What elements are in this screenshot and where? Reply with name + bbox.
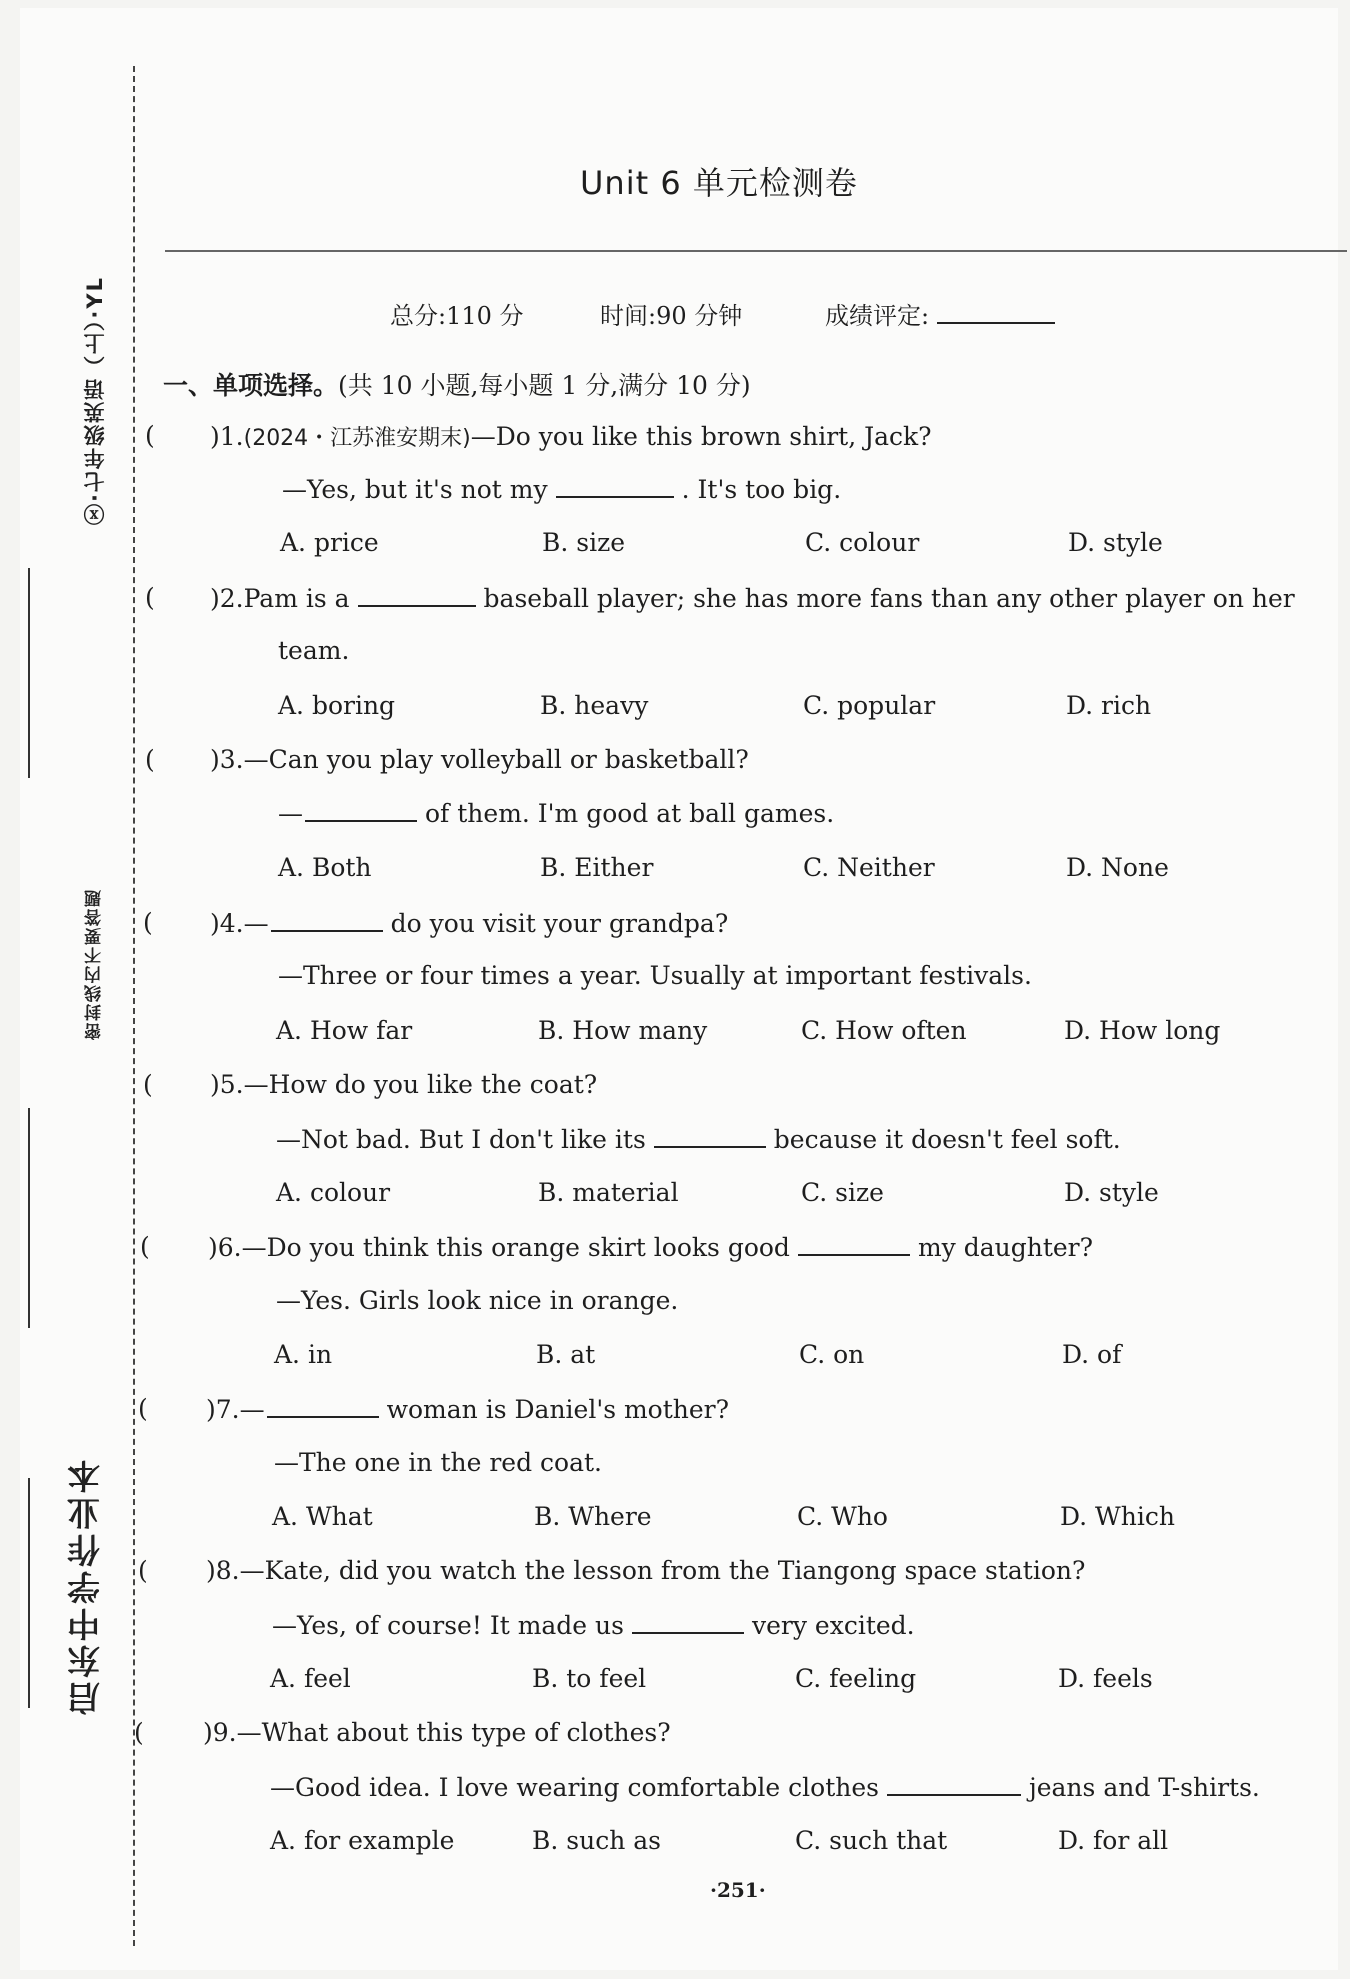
option-c[interactable]: C. such that [795, 1826, 948, 1855]
margin-rule [28, 1108, 30, 1328]
answer-line [278, 636, 349, 665]
answer-line [278, 798, 834, 828]
section-heading [163, 366, 751, 402]
question-text: —Can you play volleyball or basketball? [243, 745, 749, 774]
answer-paren[interactable]: ( [143, 1070, 153, 1099]
answer-line [276, 1124, 1121, 1154]
fill-blank [358, 583, 476, 607]
answer-text: —Three or four times a year. Usually at important festivals. [278, 961, 1032, 990]
fill-blank [305, 798, 417, 822]
question-line [210, 583, 1295, 613]
answer-paren[interactable]: ( [143, 908, 153, 937]
answer-paren[interactable]: ( [138, 1556, 148, 1585]
option-d[interactable]: D. Which [1060, 1502, 1175, 1531]
option-d[interactable]: D. feels [1058, 1664, 1153, 1693]
fill-blank [556, 474, 674, 498]
question-text: —Do you like this brown shirt, Jack? [470, 422, 932, 451]
question-text: —Do you think this orange skirt looks good [241, 1233, 790, 1262]
option-c[interactable]: C. feeling [795, 1664, 917, 1693]
question-number: )1. [210, 422, 244, 451]
option-b[interactable]: B. to feel [532, 1664, 647, 1693]
option-d[interactable]: D. style [1064, 1178, 1159, 1207]
margin-seal-notice: 密封线内不要答题 [85, 888, 105, 1040]
question-text: Pam is a [243, 584, 350, 613]
option-d[interactable]: D. for all [1058, 1826, 1169, 1855]
option-c[interactable]: C. popular [803, 691, 936, 720]
grade-field [825, 296, 1063, 331]
answer-text: of them. I'm good at ball games. [425, 799, 835, 828]
answer-text: —The one in the red coat. [274, 1448, 602, 1477]
answer-line [272, 1610, 915, 1640]
option-a[interactable]: A. feel [270, 1664, 351, 1693]
option-c[interactable]: C. colour [805, 528, 920, 557]
answer-line [278, 961, 1032, 990]
section-title: 一、单项选择。 [163, 371, 339, 400]
option-b[interactable]: B. at [536, 1340, 596, 1369]
question-line [210, 908, 728, 938]
option-d[interactable]: D. How long [1064, 1016, 1221, 1045]
fill-blank [632, 1610, 744, 1634]
answer-text: very excited. [751, 1611, 915, 1640]
question-number: )8. [206, 1556, 240, 1585]
question-source: (2024・江苏淮安期末) [243, 426, 471, 451]
question-line [208, 1232, 1093, 1262]
answer-line [282, 474, 841, 504]
answer-paren[interactable]: ( [145, 583, 155, 612]
section-note: (共 10 小题,每小题 1 分,满分 10 分) [338, 371, 751, 400]
answer-text: . It's too big. [681, 475, 842, 504]
option-d[interactable]: D. of [1062, 1340, 1122, 1369]
question-number: )9. [203, 1718, 237, 1747]
option-c[interactable]: C. size [801, 1178, 884, 1207]
margin-publisher: 启东中学作业本 [66, 1456, 105, 1715]
question-number: )2. [210, 584, 244, 613]
grade-label: 成绩评定: [825, 302, 930, 330]
option-a[interactable]: A. boring [278, 691, 396, 720]
question-text: —What about this type of clothes? [236, 1718, 671, 1747]
page-number: ·251· [710, 1878, 766, 1902]
total-score: 总分:110 分 [390, 302, 524, 330]
question-number: )5. [210, 1070, 244, 1099]
answer-paren[interactable]: ( [140, 1232, 150, 1261]
option-b[interactable]: B. Either [540, 853, 654, 882]
option-a[interactable]: A. price [280, 528, 379, 557]
option-d[interactable]: D. rich [1066, 691, 1152, 720]
question-number: )7. [206, 1395, 240, 1424]
page-title: Unit 6 单元检测卷 [580, 164, 858, 202]
answer-text: —Yes, of course! It made us [272, 1611, 624, 1640]
question-number: )6. [208, 1233, 242, 1262]
option-c[interactable]: C. Who [797, 1502, 888, 1531]
margin-rule [28, 1478, 30, 1708]
answer-text: —Yes. Girls look nice in orange. [276, 1286, 679, 1315]
question-line [210, 1070, 597, 1099]
answer-paren[interactable]: ( [138, 1394, 148, 1423]
option-b[interactable]: B. such as [532, 1826, 661, 1855]
answer-paren[interactable]: ( [145, 745, 155, 774]
option-a[interactable]: A. in [274, 1340, 333, 1369]
fill-blank [654, 1124, 766, 1148]
answer-text: team. [278, 636, 350, 665]
question-line [210, 745, 749, 774]
option-b[interactable]: B. heavy [540, 691, 649, 720]
worksheet-page [20, 8, 1338, 1970]
option-c[interactable]: C. on [799, 1340, 865, 1369]
question-number: )3. [210, 745, 244, 774]
margin-rule [28, 568, 30, 778]
answer-line [276, 1286, 678, 1315]
fill-blank [887, 1772, 1021, 1796]
option-a[interactable]: A. What [272, 1502, 373, 1531]
question-text: baseball player; she has more fans than any other player on her [483, 584, 1295, 613]
answer-text: —Not bad. But I don't like its [276, 1125, 646, 1154]
answer-text: — [278, 799, 303, 828]
option-a[interactable]: A. Both [278, 853, 372, 882]
question-line [206, 1394, 729, 1424]
option-c[interactable]: C. How often [801, 1016, 967, 1045]
option-d[interactable]: D. None [1066, 853, 1169, 882]
option-b[interactable]: B. Where [534, 1502, 652, 1531]
answer-text: —Yes, but it's not my [282, 475, 548, 504]
question-text: woman is Daniel's mother? [386, 1395, 730, 1424]
fill-blank [271, 908, 383, 932]
question-line [210, 421, 932, 452]
option-a[interactable]: A. for example [270, 1826, 455, 1855]
question-text: — [243, 909, 269, 938]
answer-paren[interactable]: ( [145, 421, 155, 450]
question-number: )4. [210, 909, 244, 938]
margin-book-label: ⓧ·七年级英语（上）·YL [83, 276, 107, 526]
answer-line [274, 1448, 602, 1477]
grade-blank [937, 300, 1055, 324]
option-a[interactable]: A. colour [276, 1178, 391, 1207]
answer-text: because it doesn't feel soft. [773, 1125, 1121, 1154]
option-d[interactable]: D. style [1068, 528, 1163, 557]
question-text: —Kate, did you watch the lesson from the Tiangong space station? [239, 1556, 1086, 1585]
question-text: my daughter? [917, 1233, 1094, 1262]
answer-text: jeans and T-shirts. [1028, 1773, 1260, 1802]
answer-text: —Good idea. I love wearing comfortable clothes [270, 1773, 879, 1802]
question-text: —How do you like the coat? [243, 1070, 598, 1099]
fill-blank [798, 1232, 910, 1256]
question-text: — [239, 1395, 265, 1424]
header-divider [165, 250, 1347, 252]
fill-blank [267, 1394, 379, 1418]
option-a[interactable]: A. How far [276, 1016, 413, 1045]
answer-paren[interactable]: ( [134, 1718, 144, 1747]
question-line [203, 1718, 671, 1747]
question-text: do you visit your grandpa? [390, 909, 729, 938]
question-line [206, 1556, 1085, 1585]
option-b[interactable]: B. material [538, 1178, 679, 1207]
answer-line [270, 1772, 1260, 1802]
option-c[interactable]: C. Neither [803, 853, 935, 882]
binding-dashed-line [133, 66, 135, 1946]
option-b[interactable]: B. size [542, 528, 626, 557]
time-limit: 时间:90 分钟 [600, 302, 743, 330]
option-b[interactable]: B. How many [538, 1016, 708, 1045]
